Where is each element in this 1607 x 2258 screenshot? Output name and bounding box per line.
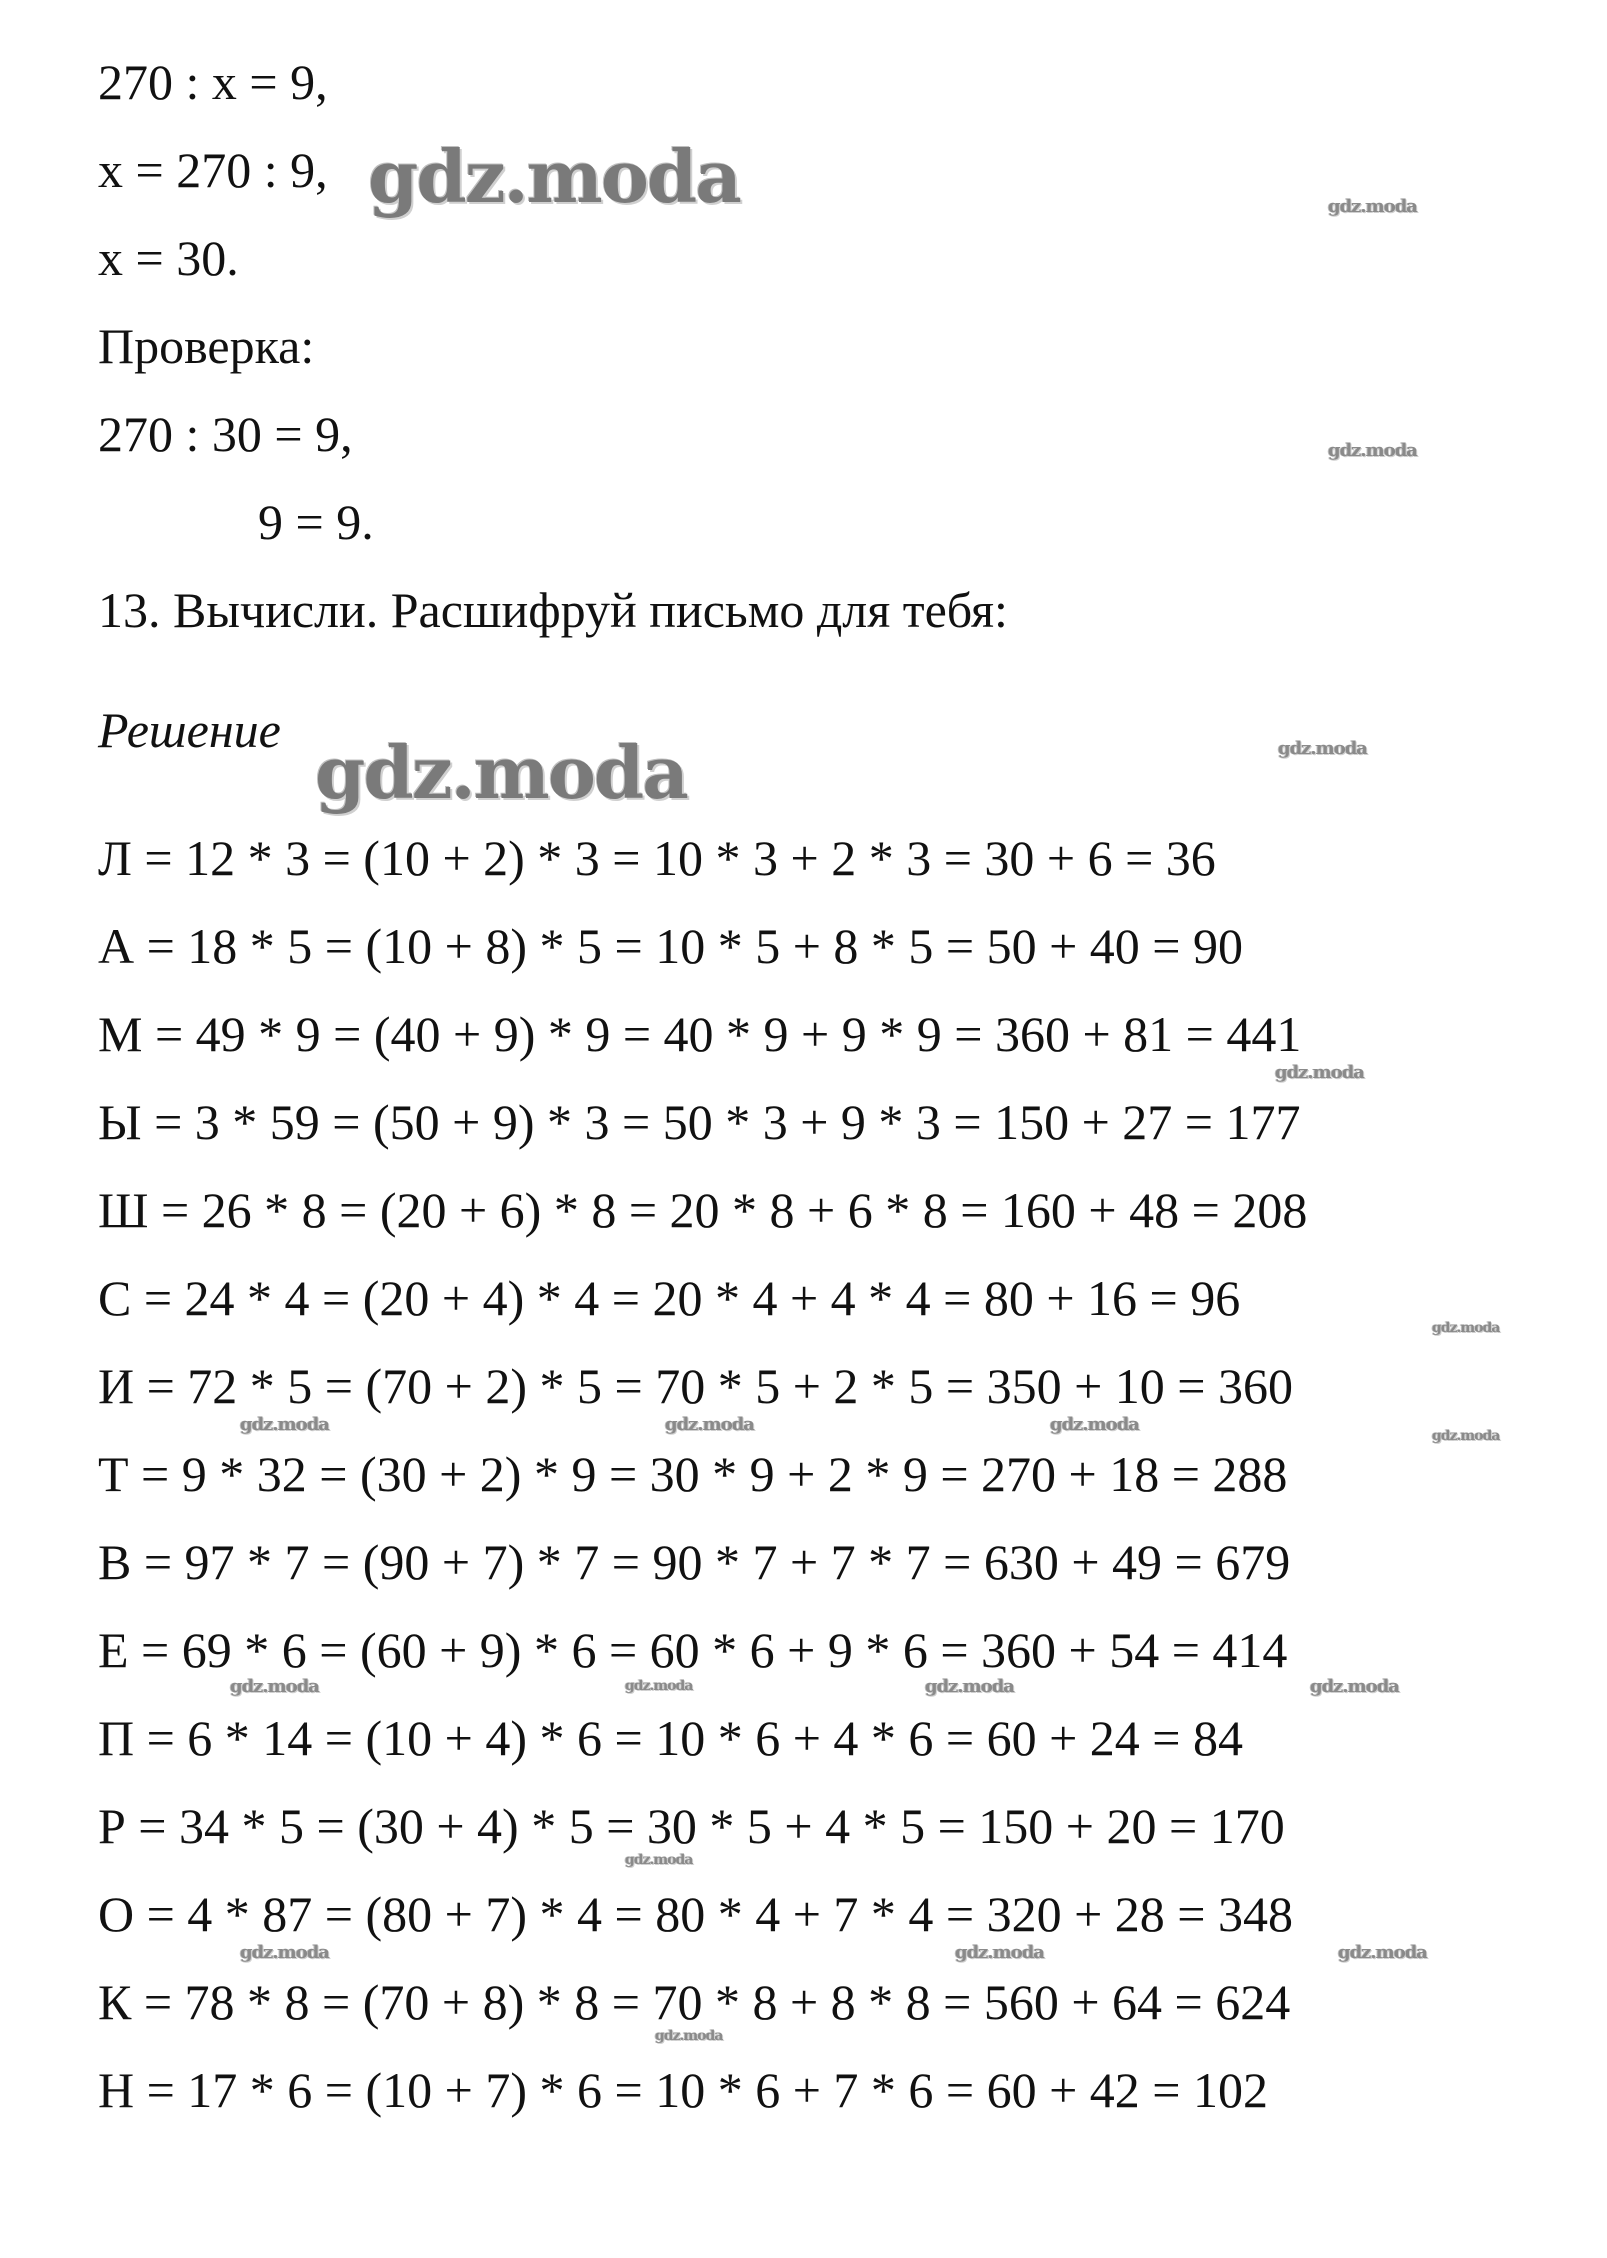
check-line-2: 9 = 9. bbox=[258, 494, 374, 550]
watermark: gdz.moda bbox=[1328, 440, 1417, 461]
watermark: gdz.moda bbox=[368, 134, 740, 219]
watermark: gdz.moda bbox=[230, 1676, 319, 1697]
solution-line: А = 18 * 5 = (10 + 8) * 5 = 10 * 5 + 8 * 5 = 50 + 40 = 90 bbox=[98, 918, 1243, 974]
watermark: gdz.moda bbox=[655, 2028, 723, 2044]
equation-line-2: x = 270 : 9, bbox=[98, 142, 328, 198]
watermark: gdz.moda bbox=[1275, 1062, 1364, 1083]
solution-label: Решение bbox=[98, 702, 281, 758]
watermark: gdz.moda bbox=[625, 1678, 693, 1694]
watermark: gdz.moda bbox=[1310, 1676, 1399, 1697]
watermark: gdz.moda bbox=[1432, 1428, 1500, 1444]
watermark: gdz.moda bbox=[240, 1414, 329, 1435]
watermark: gdz.moda bbox=[1328, 196, 1417, 217]
watermark: gdz.moda bbox=[1278, 738, 1367, 759]
solution-line: О = 4 * 87 = (80 + 7) * 4 = 80 * 4 + 7 * 4 = 320 + 28 = 348 bbox=[98, 1886, 1293, 1942]
watermark: gdz.moda bbox=[240, 1942, 329, 1963]
task-title: 13. Вычисли. Расшифруй письмо для тебя: bbox=[98, 582, 1008, 638]
solution-line: К = 78 * 8 = (70 + 8) * 8 = 70 * 8 + 8 * 8 = 560 + 64 = 624 bbox=[98, 1974, 1291, 2030]
watermark: gdz.moda bbox=[925, 1676, 1014, 1697]
solution-line: В = 97 * 7 = (90 + 7) * 7 = 90 * 7 + 7 * 7 = 630 + 49 = 679 bbox=[98, 1534, 1291, 1590]
solution-line: Т = 9 * 32 = (30 + 2) * 9 = 30 * 9 + 2 * 9 = 270 + 18 = 288 bbox=[98, 1446, 1288, 1502]
equation-line-3: x = 30. bbox=[98, 230, 239, 286]
check-line-1: 270 : 30 = 9, bbox=[98, 406, 353, 462]
solution-line: Ы = 3 * 59 = (50 + 9) * 3 = 50 * 3 + 9 * 3 = 150 + 27 = 177 bbox=[98, 1094, 1301, 1150]
watermark: gdz.moda bbox=[1050, 1414, 1139, 1435]
watermark: gdz.moda bbox=[1432, 1320, 1500, 1336]
watermark: gdz.moda bbox=[1338, 1942, 1427, 1963]
solution-line: П = 6 * 14 = (10 + 4) * 6 = 10 * 6 + 4 * 6 = 60 + 24 = 84 bbox=[98, 1710, 1243, 1766]
watermark: gdz.moda bbox=[625, 1852, 693, 1868]
solution-line: Ш = 26 * 8 = (20 + 6) * 8 = 20 * 8 + 6 * 8 = 160 + 48 = 208 bbox=[98, 1182, 1308, 1238]
check-heading: Проверка: bbox=[98, 318, 315, 374]
watermark: gdz.moda bbox=[315, 730, 687, 815]
solution-line: Е = 69 * 6 = (60 + 9) * 6 = 60 * 6 + 9 * 6 = 360 + 54 = 414 bbox=[98, 1622, 1288, 1678]
solution-line: Р = 34 * 5 = (30 + 4) * 5 = 30 * 5 + 4 * 5 = 150 + 20 = 170 bbox=[98, 1798, 1285, 1854]
solution-line: Н = 17 * 6 = (10 + 7) * 6 = 10 * 6 + 7 * 6 = 60 + 42 = 102 bbox=[98, 2062, 1268, 2118]
watermark: gdz.moda bbox=[665, 1414, 754, 1435]
solution-line: М = 49 * 9 = (40 + 9) * 9 = 40 * 9 + 9 * 9 = 360 + 81 = 441 bbox=[98, 1006, 1302, 1062]
watermark: gdz.moda bbox=[955, 1942, 1044, 1963]
solution-line: Л = 12 * 3 = (10 + 2) * 3 = 10 * 3 + 2 * 3 = 30 + 6 = 36 bbox=[98, 830, 1216, 886]
equation-line-1: 270 : x = 9, bbox=[98, 54, 328, 110]
solution-line: С = 24 * 4 = (20 + 4) * 4 = 20 * 4 + 4 * 4 = 80 + 16 = 96 bbox=[98, 1270, 1241, 1326]
solution-line: И = 72 * 5 = (70 + 2) * 5 = 70 * 5 + 2 * 5 = 350 + 10 = 360 bbox=[98, 1358, 1293, 1414]
